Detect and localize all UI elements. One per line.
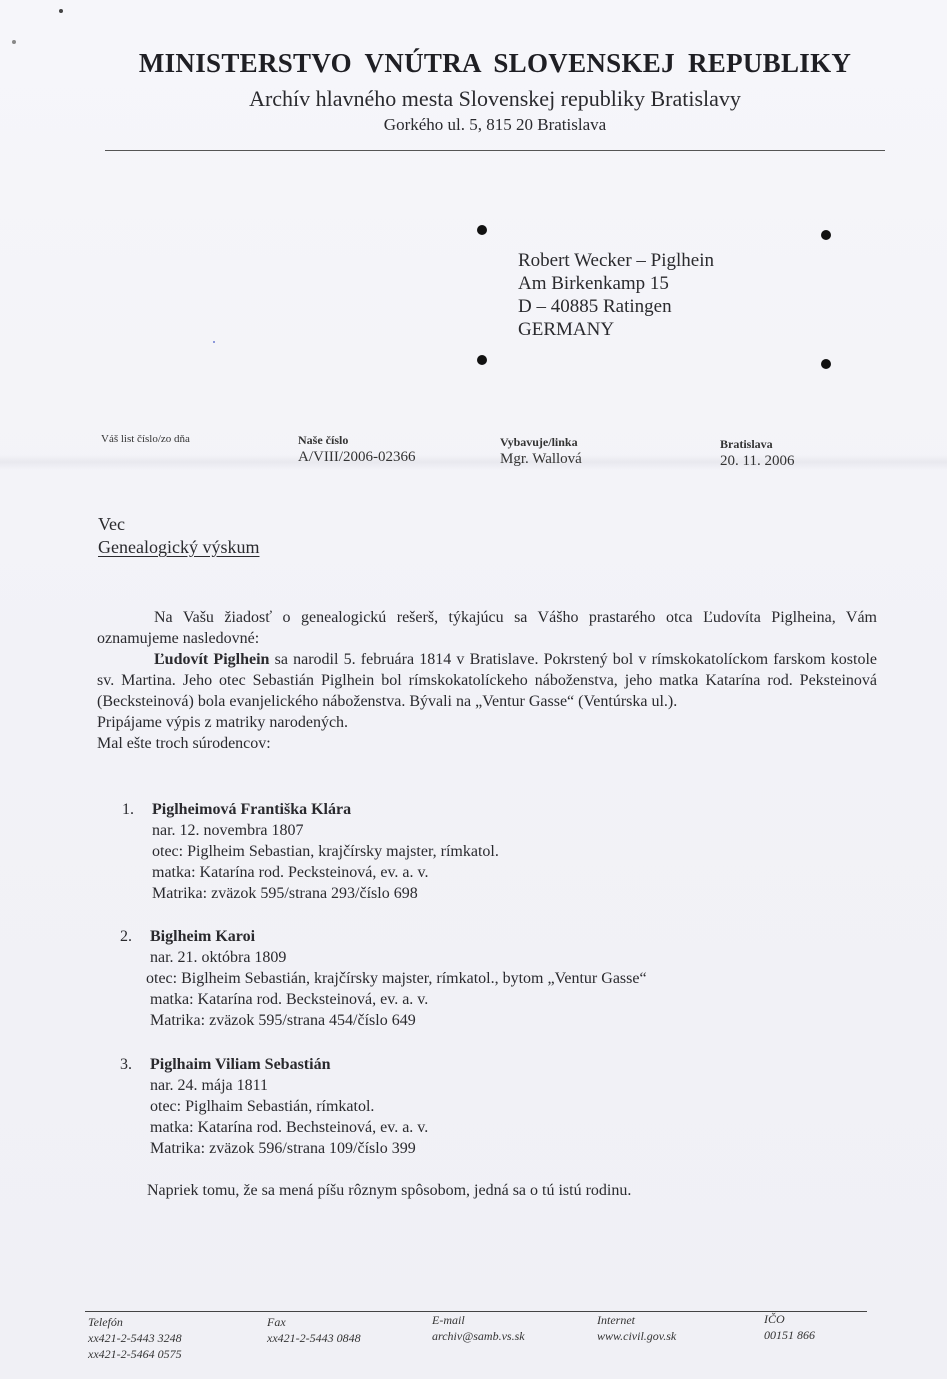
recipient-name: Robert Wecker – Piglhein <box>518 250 714 271</box>
footer-phone <box>88 1314 182 1362</box>
sibling-mother: matka: Katarína rod. Becksteinová, ev. a. v. <box>150 991 429 1008</box>
footer-phone-2: xx421-2-5464 0575 <box>88 1347 182 1361</box>
sibling-number: 2. <box>120 928 132 945</box>
sibling-mother: matka: Katarína rod. Pecksteinová, ev. a. v. <box>152 864 429 881</box>
footer-email-label: E-mail <box>432 1313 465 1327</box>
sibling-entry <box>120 926 647 1031</box>
footer-internet <box>597 1312 676 1344</box>
footer-ico-label: IČO <box>764 1312 785 1326</box>
main-person-name: Ľudovít Piglhein <box>154 651 270 668</box>
letterhead-title: MINISTERSTVO VNÚTRA SLOVENSKEJ REPUBLIKY <box>138 48 852 78</box>
address-window-mark <box>821 230 831 240</box>
sibling-born: nar. 24. mája 1811 <box>150 1077 269 1094</box>
letter-body <box>97 607 877 754</box>
sibling-father: otec: Piglheim Sebastian, krajčírsky majster, rímkatol. <box>152 843 499 860</box>
subject-value: Genealogický výskum <box>98 537 260 557</box>
ref-handled-by-value: Mgr. Wallová <box>500 451 582 467</box>
sibling-name: Biglheim Karoi <box>150 928 256 945</box>
sibling-register: Matrika: zväzok 595/strana 293/číslo 698 <box>152 885 418 902</box>
scan-speck <box>213 341 215 343</box>
sibling-register: Matrika: zväzok 596/strana 109/číslo 399 <box>150 1140 416 1157</box>
letterhead-divider <box>105 150 885 151</box>
letterhead-subtitle: Archív hlavného mesta Slovenskej republiky Bratislavy <box>249 86 741 111</box>
ref-our-number <box>298 433 415 466</box>
sibling-name: Piglheimová Františka Klára <box>152 801 352 818</box>
footer-internet-label: Internet <box>597 1313 635 1327</box>
ref-place-label: Bratislava <box>720 437 773 451</box>
ref-our-number-value: A/VIII/2006-02366 <box>298 449 416 465</box>
letterhead-address: Gorkého ul. 5, 815 20 Bratislava <box>383 115 607 134</box>
footer-fax <box>267 1314 361 1346</box>
footer-email-value[interactable]: archiv@samb.vs.sk <box>432 1329 525 1343</box>
sibling-father: otec: Biglheim Sebastián, krajčírsky majster, rímkatol., bytom „Ventur Gasse“ <box>146 970 647 987</box>
sibling-born: nar. 21. októbra 1809 <box>150 949 287 966</box>
main-paragraph <box>97 649 877 712</box>
ref-our-number-label: Naše číslo <box>298 433 349 447</box>
sibling-register: Matrika: zväzok 595/strana 454/číslo 649 <box>150 1012 416 1029</box>
footer-phone-1: xx421-2-5443 3248 <box>88 1331 182 1345</box>
sibling-born: nar. 12. novembra 1807 <box>152 822 304 839</box>
attachment-note: Pripájame výpis z matriky narodených. <box>97 714 349 731</box>
sibling-father: otec: Piglhaim Sebastián, rímkatol. <box>150 1098 375 1115</box>
sibling-mother: matka: Katarína rod. Bechsteinová, ev. a. v. <box>150 1119 429 1136</box>
ref-date-value: 20. 11. 2006 <box>720 453 795 469</box>
closing-sentence: Napriek tomu, že sa mená píšu rôznym spôsobom, jedná sa o tú istú rodinu. <box>147 1182 632 1199</box>
recipient-country: GERMANY <box>518 319 615 340</box>
sibling-number: 3. <box>120 1056 132 1073</box>
main-paragraph-text: sa narodil 5. februára 1814 v Bratislave. Pokrstený bol v rímskokatolíckom farskom kostole sv. Martina. Jeho otec Sebastián Piglhein bol rímskokatolíckeho náboženstva, jeho matka Katarína rod. Peksteinová (Becksteinová) bola evanjelického náboženstva. Bývali na „Ventur Gasse“ (Ventúrska ul.). <box>97 651 878 710</box>
intro-paragraph: Na Vašu žiadosť o genealogickú rešerš, týkajúcu sa Vášho prastarého otca Ľudovíta Piglheina, Vám oznamujeme nasledovné: <box>97 609 877 647</box>
ref-handled-by <box>500 435 582 468</box>
ref-handled-by-label: Vybavuje/linka <box>500 435 578 449</box>
footer-fax-value: xx421-2-5443 0848 <box>267 1331 361 1345</box>
recipient-city: D – 40885 Ratingen <box>518 296 672 317</box>
recipient-street: Am Birkenkamp 15 <box>518 273 669 294</box>
ref-your-letter <box>101 433 190 445</box>
footer-phone-label: Telefón <box>88 1315 123 1329</box>
scan-speck <box>12 40 16 44</box>
sibling-entry <box>122 799 499 904</box>
address-window-mark <box>477 355 487 365</box>
footer-email <box>432 1312 525 1344</box>
address-window-mark <box>477 225 487 235</box>
sibling-number: 1. <box>122 801 134 818</box>
scan-speck <box>59 9 63 13</box>
sibling-entry <box>120 1054 428 1159</box>
address-window-mark <box>821 359 831 369</box>
footer-ico <box>764 1311 815 1343</box>
footer-ico-value: 00151 866 <box>764 1328 815 1342</box>
ref-date <box>720 437 794 470</box>
subject-label: Vec <box>98 514 125 534</box>
ref-your-letter-label: Váš list číslo/zo dňa <box>101 433 190 445</box>
sibling-name: Piglhaim Viliam Sebastián <box>150 1056 331 1073</box>
recipient-address-block <box>518 249 714 341</box>
footer-internet-value[interactable]: www.civil.gov.sk <box>597 1329 677 1343</box>
siblings-intro: Mal ešte troch súrodencov: <box>97 735 271 752</box>
footer-fax-label: Fax <box>267 1315 286 1329</box>
